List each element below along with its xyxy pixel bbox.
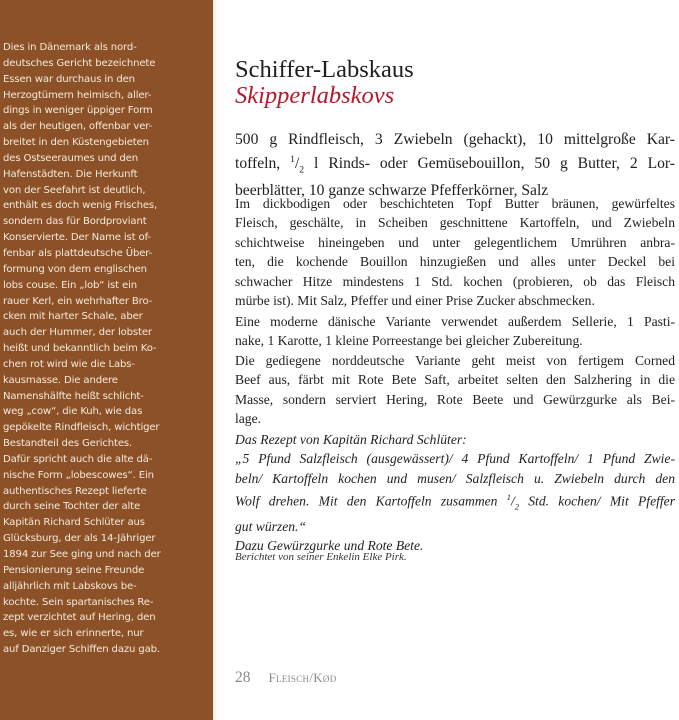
sidebar-line: rauer Kerl, ein wehrhafter Bro- (3, 295, 153, 307)
sidebar-line: cken mit harter Schale, aber (3, 311, 143, 323)
sidebar-line: chen rot wird wie die Labs- (3, 358, 135, 370)
fraction-numerator: 1 (290, 154, 295, 166)
sidebar-line: 1894 zur See ging und nach der (3, 549, 161, 560)
sidebar-line: zept verzichtet auf Hering, den (3, 612, 156, 624)
sidebar-line: kochte. Sein spartanisches Re- (3, 596, 154, 608)
preparation-line: schwacher Hitze mindestens 1 Std. kochen (probieren, ob das Fleisch (235, 273, 675, 289)
ingredients-line: 500 g Rindfleisch, 3 Zwiebeln (gehackt), 10 mittelgroße Kar- (235, 131, 675, 148)
sidebar-line: Hafenstädten. Die Herkunft (3, 168, 138, 180)
fraction-slash: / (294, 155, 300, 173)
page-gutter (213, 0, 217, 720)
sidebar-intro-text (3, 40, 211, 658)
recipe-credit: Berichtet von seiner Enkelin Elke Pirk. (235, 551, 407, 563)
sidebar-line: dings in weniger üppiger Form (3, 105, 153, 117)
preparation-line: schichtweise hineingeben und unter gelegentlichem Umrühren anbra- (235, 234, 675, 250)
sidebar-line: sondern das für Bordproviant (3, 216, 147, 228)
quote-text: Wolf drehen. Mit den Kartoffeln zusammen (235, 493, 507, 509)
sidebar-line: Konservierte. Der Name ist of- (3, 232, 151, 244)
sidebar-line: als der heutigen, offenbar ver- (3, 121, 153, 133)
sidebar-line: fenbar als plattdeutsche Über- (3, 247, 153, 259)
fraction-numerator: 1 (506, 492, 511, 503)
sidebar-line: Namenshälfte heißt schlicht- (3, 390, 144, 402)
sidebar-line: Pensionierung seine Freunde (3, 564, 145, 576)
sidebar-line: breitet in den Küstengebieten (3, 137, 149, 149)
quote-line: Das Rezept von Kapitän Richard Schlüter: (235, 432, 467, 447)
sidebar-line: enthält es doch wenig Frisches, (3, 200, 158, 212)
sidebar-line: Essen war durchaus in den (3, 73, 135, 85)
page-number: 28 (235, 669, 251, 686)
sidebar-line: weg „cow“, die Kuh, wie das (3, 406, 143, 418)
sidebar-line: deutsches Gericht bezeichnete (3, 57, 156, 69)
variants-line: Beef aus, färbt mit Rote Bete Saft, arbeitet selten den Salzhering in die (235, 372, 675, 388)
sidebar-line: formung von dem englischen (3, 263, 147, 275)
sidebar-line: lobs couse. Ein „lob“ ist ein (3, 279, 137, 291)
sidebar-line: des Ostseeraumes und den (3, 152, 138, 164)
sidebar-line: Herzogtümern heimisch, aller- (3, 89, 152, 101)
quote-line (235, 488, 675, 517)
preparation-line: Im dickbodigen oder beschichteten Topf Butter bräunen, gewürfeltes (235, 196, 675, 211)
variants-line: nake, 1 Karotte, 1 kleine Porreestange bei gleicher Zubereitung. (235, 333, 583, 349)
variants-line: lage. (235, 411, 262, 427)
sidebar-line: Bestandteil des Gerichtes. (3, 438, 133, 450)
ingredients-line: beerblätter, 10 ganze schwarze Pfefferkörner, Salz (235, 181, 549, 199)
sidebar-line: gepökelte Rindfleisch, wichtiger (3, 422, 160, 434)
sidebar-line: Dafür spricht auch die alte dä- (3, 453, 153, 465)
quote-line: Dazu Gewürzgurke und Rote Bete. (235, 538, 424, 554)
quote-text: Std. kochen/ Mit Pfeffer (518, 493, 675, 509)
sidebar-line: Kapitän Richard Schlüter aus (3, 517, 145, 529)
sidebar-panel (0, 0, 213, 720)
sidebar-line: authentisches Rezept lieferte (3, 485, 147, 497)
sidebar-line: Glücksburg, der als 14-Jähriger (3, 533, 156, 545)
ingredients-text: toffeln, (235, 155, 291, 173)
variants-line: Masse, sondern serviert Hering, Rote Beete und Gewürzgurke als Bei- (235, 391, 675, 407)
ingredients-line (235, 150, 675, 181)
variants-paragraph (235, 312, 675, 428)
ingredients-text: l Rinds- oder Gemüsebouillon, 50 g Butter, 2 Lor- (304, 155, 675, 173)
sidebar-line: heißt und bekanntlich beim Ko- (3, 343, 157, 355)
sidebar-line: von der Seefahrt ist deutlich, (3, 184, 146, 196)
sidebar-line: es, wie er sich erinnerte, nur (3, 628, 144, 640)
variants-line: Eine moderne dänische Variante verwendet außerdem Sellerie, 1 Pasti- (235, 314, 675, 329)
recipe-subtitle: Skipperlabskovs (235, 82, 395, 109)
variants-line: Die gediegene norddeutsche Variante geht meist von fertigem Corned (235, 352, 675, 368)
fraction-denominator: 2 (299, 164, 305, 176)
preparation-line: Fleisch, geschälte, in Scheiben geschnittene Kartoffeln, und Zwiebeln (235, 215, 675, 231)
quote-line: „5 Pfund Salzfleisch (ausgewässert)/ 4 Pfund Kartoffeln/ 1 Pfund Zwie- (235, 451, 675, 467)
sidebar-line: Dies in Dänemark als nord- (3, 42, 137, 53)
sidebar-line: alljährlich mit Labskovs be- (3, 580, 137, 592)
fraction-denominator: 2 (514, 501, 519, 512)
page-footer (235, 669, 337, 687)
fraction-slash: / (510, 493, 515, 509)
quote-line: gut würzen.“ (235, 518, 307, 534)
sidebar-line: nische Form „lobescowes“. Ein (3, 469, 154, 481)
recipe-title: Schiffer-Labskaus (235, 56, 414, 83)
ingredients-list (235, 130, 675, 201)
original-recipe-quote (235, 430, 675, 556)
sidebar-line: kausmasse. Die andere (3, 374, 118, 386)
quote-line: beln/ Kartoffeln kochen und musen/ Salzfleisch u. Zwiebeln durch den (235, 470, 675, 486)
sidebar-line: auf Danziger Schiffen dazu gab. (3, 644, 160, 656)
preparation-paragraph (235, 194, 675, 310)
section-title: Fleisch/Kød (268, 670, 337, 685)
preparation-line: ten, die kochende Bouillon hinzugießen und alles unter Deckel bei (235, 254, 675, 270)
preparation-line: mürbe ist). Mit Salz, Pfeffer und einer Prise Zucker abschmecken. (235, 293, 595, 309)
sidebar-line: durch seine Tochter der alte (3, 501, 141, 513)
sidebar-line: auch der Hummer, der lobster (3, 327, 152, 339)
